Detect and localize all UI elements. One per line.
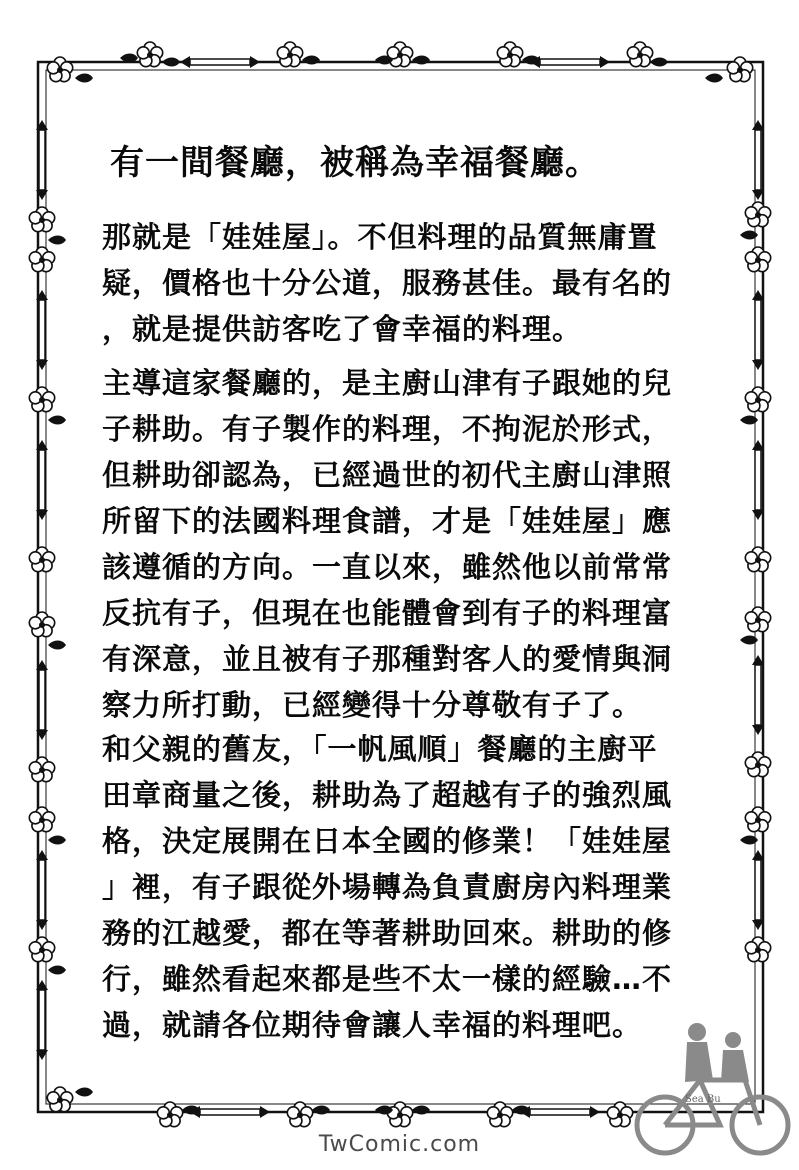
text-line: 有深意，並且被有子那種對客人的愛情與洞 <box>102 642 673 676</box>
text-line: 田章商量之後，耕助為了超越有子的強烈風 <box>102 778 673 812</box>
page-title: 有一間餐廳，被稱為幸福餐廳。 <box>110 143 600 183</box>
site-watermark: TwComic.com <box>318 1132 481 1157</box>
paragraph-1 <box>102 214 712 352</box>
text-line: 主導這家餐廳的，是主廚山津有子跟她的兒 <box>102 366 673 400</box>
text-line: 察力所打動，已經變得十分尊敬有子了。 <box>102 688 643 722</box>
text-line: 那就是「娃娃屋」。不但料理的品質無庸置 <box>102 220 658 254</box>
text-line: 反抗有子，但現在也能體會到有子的料理富 <box>102 596 673 630</box>
text-line: 」裡，有子跟從外場轉為負責廚房內料理業 <box>102 870 673 904</box>
paragraph-2 <box>102 360 712 728</box>
text-line: 和父親的舊友，「一帆風順」餐廳的主廚平 <box>102 732 658 766</box>
text-line: ，就是提供訪客吃了會幸福的料理。 <box>102 312 583 346</box>
paragraph-3 <box>102 726 712 1048</box>
logo-text: Sea Bu <box>685 1094 721 1105</box>
text-line: 該遵循的方向。一直以來，雖然他以前常常 <box>102 550 673 584</box>
text-line: 格，決定展開在日本全國的修業！「娃娃屋 <box>102 824 673 858</box>
text-line: 務的江越愛，都在等著耕助回來。耕助的修 <box>102 916 673 950</box>
text-line: 行，雖然看起來都是些不太一樣的經驗…不 <box>102 962 673 996</box>
text-line: 但耕助卻認為，已經過世的初代主廚山津照 <box>102 458 673 492</box>
text-line: 過，就請各位期待會讓人幸福的料理吧。 <box>102 1008 643 1042</box>
text-line: 子耕助。有子製作的料理，不拘泥於形式， <box>102 412 673 446</box>
text-line: 疑，價格也十分公道，服務甚佳。最有名的 <box>102 266 673 300</box>
text-line: 所留下的法國料理食譜，才是「娃娃屋」應 <box>102 504 673 538</box>
